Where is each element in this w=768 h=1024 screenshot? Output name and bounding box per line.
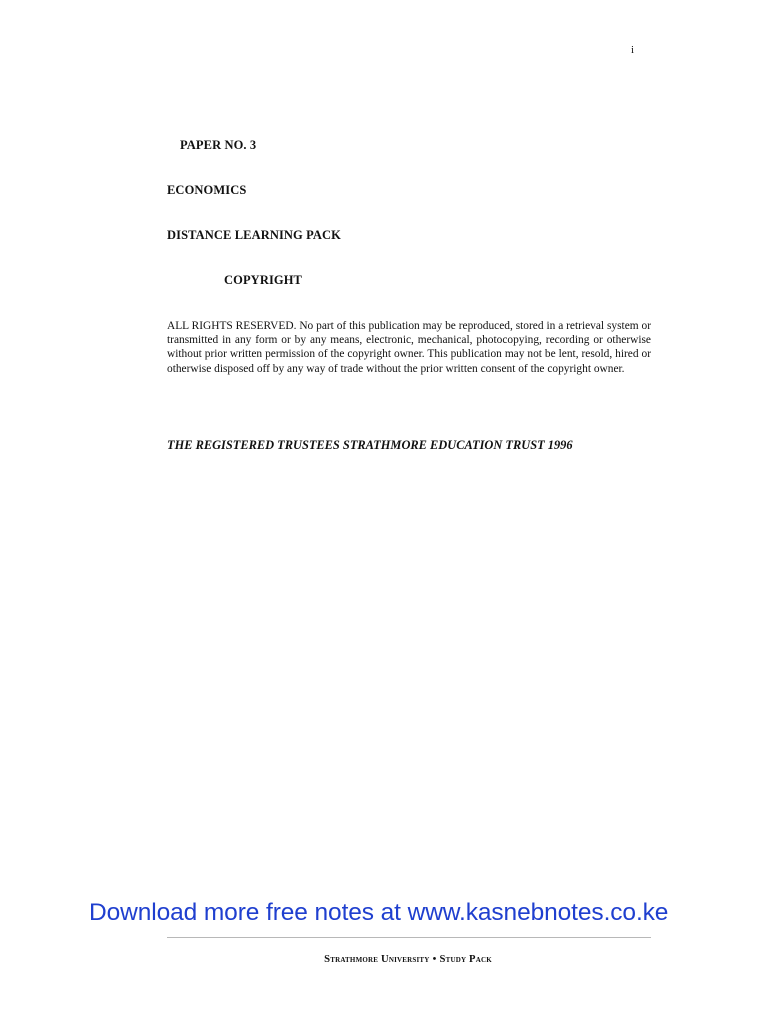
footer-separator: • (432, 954, 437, 965)
page-number: i (631, 44, 635, 56)
download-notes-banner: Download more free notes at www.kasnebnotes.co.ke (89, 899, 669, 926)
paper-number-heading: PAPER NO. 3 (180, 138, 257, 152)
copyright-notice-paragraph: ALL RIGHTS RESERVED. No part of this publication may be reproduced, stored in a retrieval system or transmitted in any form or by any means, electronic, mechanical, photocopying, recording or otherwise without prior written permission of the copyright owner. This publication may not be lent, resold, hired or otherwise disposed off by any way of trade without the prior written consent of the copyright owner. (167, 320, 651, 375)
trust-statement: THE REGISTERED TRUSTEES STRATHMORE EDUCATION TRUST 1996 (167, 438, 573, 452)
distance-learning-pack-heading: DISTANCE LEARNING PACK (167, 228, 341, 242)
footer-study-pack: Study Pack (439, 954, 492, 965)
subject-heading: ECONOMICS (167, 183, 247, 197)
footer-divider (167, 937, 651, 938)
copyright-heading: COPYRIGHT (224, 273, 302, 287)
footer-university: Strathmore University (324, 954, 430, 965)
page-footer (0, 954, 768, 965)
